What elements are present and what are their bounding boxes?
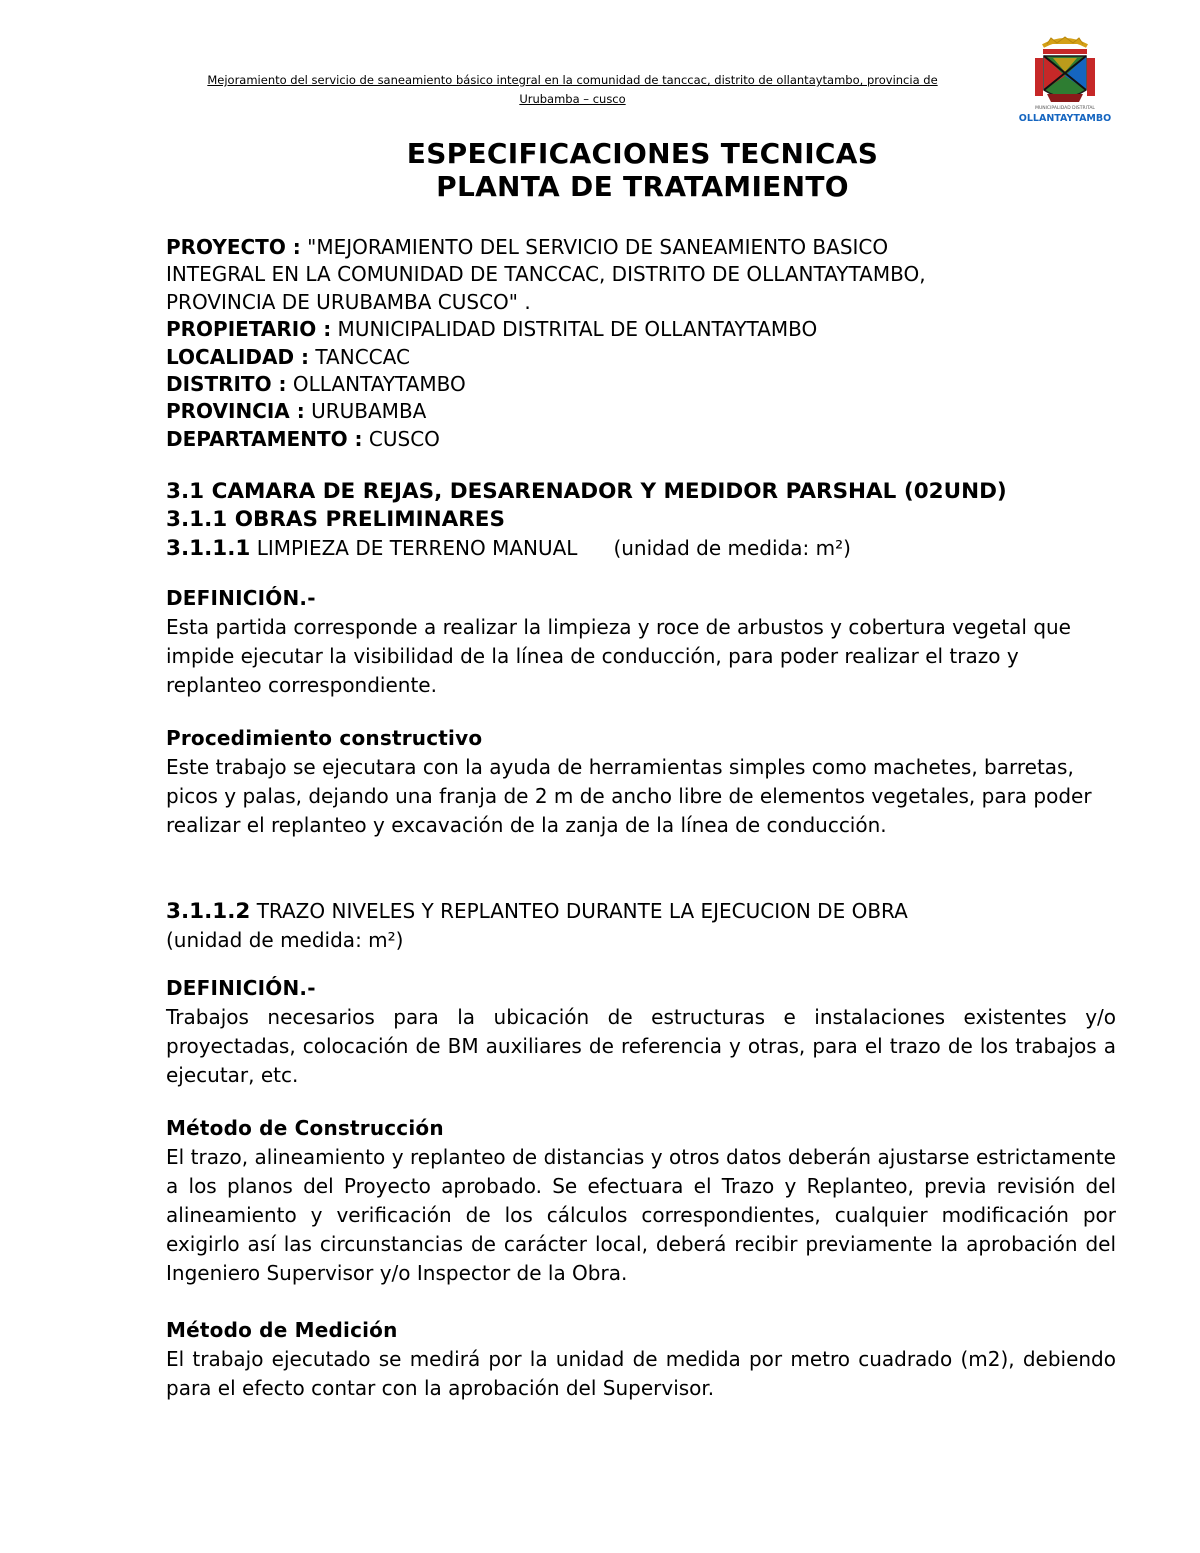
propietario-label: PROPIETARIO : xyxy=(166,317,332,342)
title-line-1: ESPECIFICACIONES TECNICAS xyxy=(406,137,879,170)
section-3-1-1-1-title: LIMPIEZA DE TERRENO MANUAL xyxy=(250,536,578,560)
section-3-1-1-2-title: TRAZO NIVELES Y REPLANTEO DURANTE LA EJECUCION DE OBRA xyxy=(250,899,908,923)
definicion-2-text: Trabajos necesarios para la ubicación de estructuras e instalaciones existentes y/o proyectadas, colocación de BM auxiliares de referencia y otras, para el trazo de los trabajos a ejecutar, etc. xyxy=(166,1005,1116,1087)
proyecto-value-1: "MEJORAMIENTO DEL SERVICIO DE SANEAMIENTO BASICO xyxy=(300,235,889,259)
localidad-row xyxy=(166,344,1116,371)
procedimiento-heading: Procedimiento constructivo xyxy=(166,726,483,750)
definicion-2-heading: DEFINICIÓN.- xyxy=(166,976,316,1000)
metodo-medicion xyxy=(166,1316,1116,1403)
definicion-2 xyxy=(166,974,1116,1090)
metodo-medicion-heading: Método de Medición xyxy=(166,1318,398,1342)
section-3-1-1-heading: 3.1.1 OBRAS PRELIMINARES xyxy=(166,507,505,532)
coat-of-arms-icon xyxy=(1013,36,1117,128)
metodo-construccion xyxy=(166,1114,1116,1288)
propietario-value: MUNICIPALIDAD DISTRITAL DE OLLANTAYTAMBO xyxy=(331,317,818,342)
metodo-construccion-text: El trazo, alineamiento y replanteo de distancias y otros datos deberán ajustarse estrictamente a los planos del Proyecto aprobado. Se efectuara el Trazo y Replanteo, previa revisión del alineamiento y verificación de los cálculos correspondientes, cualquier modificación por exigirlo así las circunstancias de carácter local, deberá recibir previamente la aprobación del Ingeniero Supervisor y/o Inspector de la Obra. xyxy=(166,1145,1116,1285)
provincia-value: URUBAMBA xyxy=(304,399,427,424)
localidad-value: TANCCAC xyxy=(309,344,410,369)
definicion-1-heading: DEFINICIÓN.- xyxy=(166,586,316,610)
municipality-logo xyxy=(1013,36,1117,128)
section-3-1-1-2-heading xyxy=(166,897,1116,926)
project-info xyxy=(166,234,1116,453)
proyecto-label: PROYECTO : xyxy=(166,235,301,259)
procedimiento-text: Este trabajo se ejecutara con la ayuda de herramientas simples como machetes, barretas, picos y palas, dejando una franja de 2 m de ancho libre de elementos vegetales, para poder realizar el replanteo y excavación de la zanja de la línea de conducción. xyxy=(166,755,1092,837)
title-line-2: PLANTA DE TRATAMIENTO xyxy=(436,170,849,203)
departamento-row xyxy=(166,426,1116,453)
proyecto-line-3: PROVINCIA DE URUBAMBA CUSCO" . xyxy=(166,289,531,314)
procedimiento xyxy=(166,724,1116,840)
distrito-value: OLLANTAYTAMBO xyxy=(286,372,466,397)
proyecto-line-2: INTEGRAL EN LA COMUNIDAD DE TANCCAC, DISTRITO DE OLLANTAYTAMBO, xyxy=(166,262,926,287)
header-line-1: Mejoramiento del servicio de saneamiento básico integral en la comunidad de tanccac, distrito de ollantaytambo, provincia de xyxy=(207,73,938,87)
section-3-1-1-2-number: 3.1.1.2 xyxy=(166,899,251,924)
svg-text:OLLANTAYTAMBO: OLLANTAYTAMBO xyxy=(1018,113,1112,124)
localidad-label: LOCALIDAD : xyxy=(166,344,310,369)
header-line-2: Urubamba – cusco xyxy=(519,92,626,106)
section-3-1-1-2 xyxy=(166,897,1116,955)
section-3-1-1-2-unit: (unidad de medida: m²) xyxy=(166,928,404,952)
document-title xyxy=(150,137,1135,203)
section-headings xyxy=(166,478,1116,563)
definicion-1 xyxy=(166,584,1116,700)
metodo-medicion-text: El trabajo ejecutado se medirá por la unidad de medida por metro cuadrado (m2), debiendo para el efecto contar con la aprobación del Supervisor. xyxy=(166,1347,1116,1400)
departamento-value: CUSCO xyxy=(362,426,440,451)
svg-text:MUNICIPALIDAD DISTRITAL: MUNICIPALIDAD DISTRITAL xyxy=(1035,106,1095,111)
departamento-label: DEPARTAMENTO : xyxy=(166,426,363,451)
definicion-1-text: Esta partida corresponde a realizar la limpieza y roce de arbustos y cobertura vegetal que impide ejecutar la visibilidad de la línea de conducción, para poder realizar el trazo y replanteo correspondiente. xyxy=(166,615,1071,697)
provincia-label: PROVINCIA : xyxy=(166,399,305,424)
section-3-1-heading: 3.1 CAMARA DE REJAS, DESARENADOR Y MEDIDOR PARSHAL (02UND) xyxy=(166,479,1007,504)
distrito-row xyxy=(166,371,1116,398)
propietario-row xyxy=(166,316,1116,343)
provincia-row xyxy=(166,398,1116,425)
metodo-construccion-heading: Método de Construcción xyxy=(166,1116,444,1140)
section-3-1-1-1-number: 3.1.1.1 xyxy=(166,536,251,561)
distrito-label: DISTRITO : xyxy=(166,372,287,397)
page-header xyxy=(150,71,995,109)
proyecto-line-1 xyxy=(166,234,1116,261)
section-3-1-1-1-heading xyxy=(166,534,1116,563)
section-3-1-1-1-unit: (unidad de medida: m²) xyxy=(613,536,851,560)
